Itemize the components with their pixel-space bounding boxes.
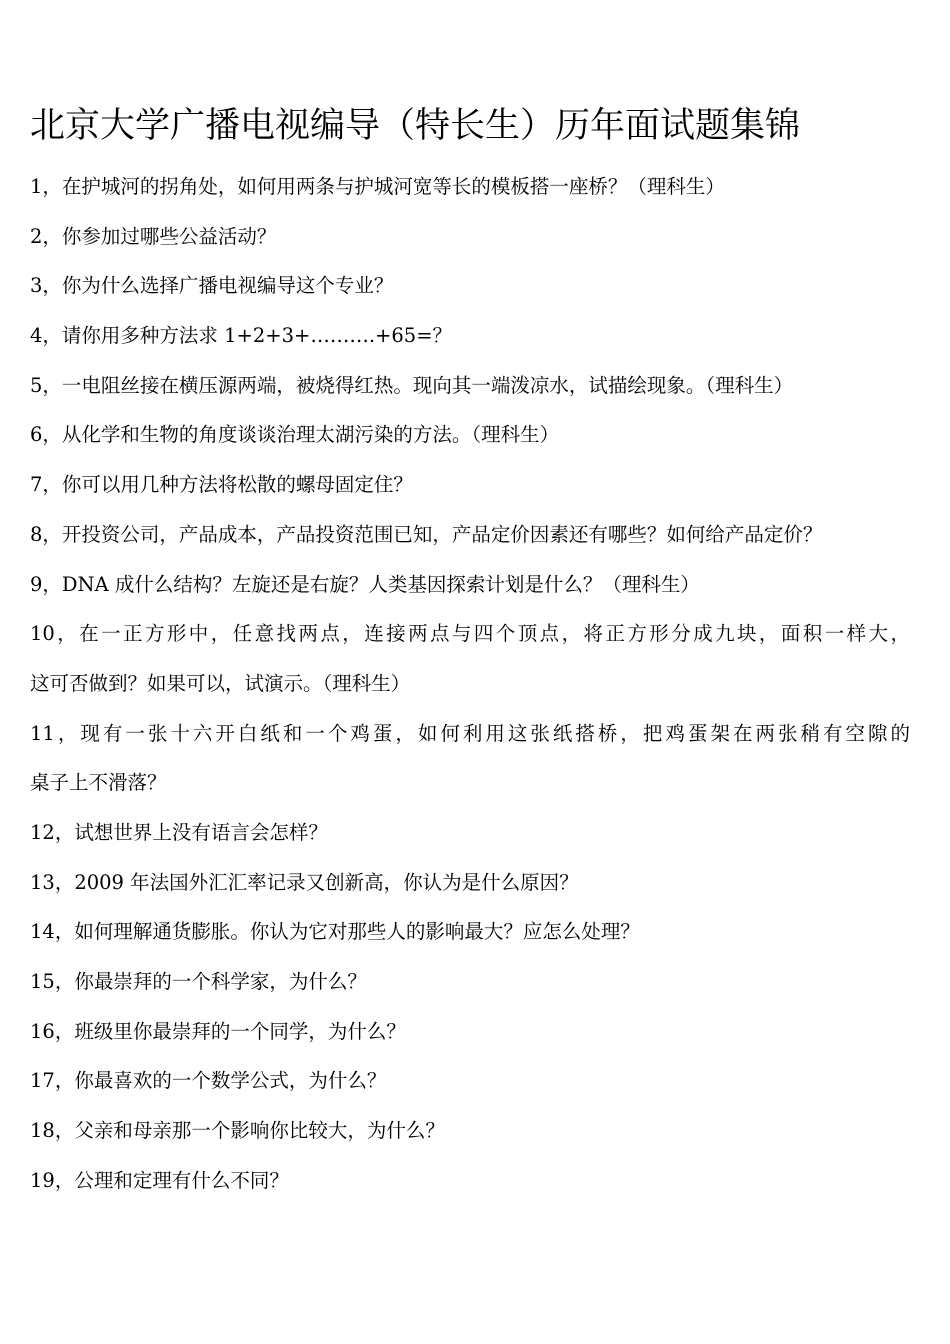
question-11-line-1: 11，现有一张十六开白纸和一个鸡蛋，如何利用这张纸搭桥，把鸡蛋架在两张稍有空隙的 [30, 721, 910, 745]
question-18-line: 18，父亲和母亲那一个影响你比较大，为什么？ [30, 1119, 445, 1143]
question-17-line: 17，你最喜欢的一个数学公式，为什么？ [30, 1069, 387, 1093]
question-10-line-2: 这可否做到？如果可以，试演示。（理科生） [30, 671, 411, 695]
question-list [30, 162, 910, 1205]
question-1-line: 1，在护城河的拐角处，如何用两条与护城河宽等长的模板搭一座桥？（理科生） [30, 175, 725, 198]
question-7-line: 7，你可以用几种方法将松散的螺母固定住？ [30, 473, 413, 497]
question-3-line: 3，你为什么选择广播电视编导这个专业？ [30, 274, 394, 298]
document-title: 北京大学广播电视编导（特长生）历年面试题集锦 [30, 106, 801, 146]
question-6-line: 6，从化学和生物的角度谈谈治理太湖污染的方法。（理科生） [30, 423, 560, 447]
question-9-line: 9，DNA 成什么结构？左旋还是右旋？人类基因探索计划是什么？（理科生） [30, 572, 700, 596]
question-10-line-1: 10，在一正方形中，任意找两点，连接两点与四个顶点，将正方形分成九块，面积一样大， [30, 622, 910, 646]
question-5-line: 5，一电阻丝接在横压源两端，被烧得红热。现向其一端泼凉水，试描绘现象。（理科生） [30, 373, 794, 397]
question-4-line: 4，请你用多种方法求 1+2+3+……….+65=？ [30, 324, 453, 348]
question-11-line-2: 桌子上不滑落？ [30, 771, 167, 795]
question-2-line: 2，你参加过哪些公益活动？ [30, 224, 277, 248]
question-19-line: 19，公理和定理有什么不同？ [30, 1168, 289, 1192]
question-8-line: 8，开投资公司，产品成本，产品投资范围已知，产品定价因素还有哪些？如何给产品定价？ [30, 522, 823, 546]
question-14-line: 14，如何理解通货膨胀。你认为它对那些人的影响最大？应怎么处理？ [30, 920, 640, 944]
question-15-line: 15，你最崇拜的一个科学家，为什么？ [30, 970, 367, 993]
question-16-line: 16，班级里你最崇拜的一个同学，为什么？ [30, 1019, 406, 1043]
question-13-line: 13，2009 年法国外汇汇率记录又创新高，你认为是什么原因？ [30, 870, 579, 894]
question-12-line: 12，试想世界上没有语言会怎样？ [30, 820, 328, 844]
